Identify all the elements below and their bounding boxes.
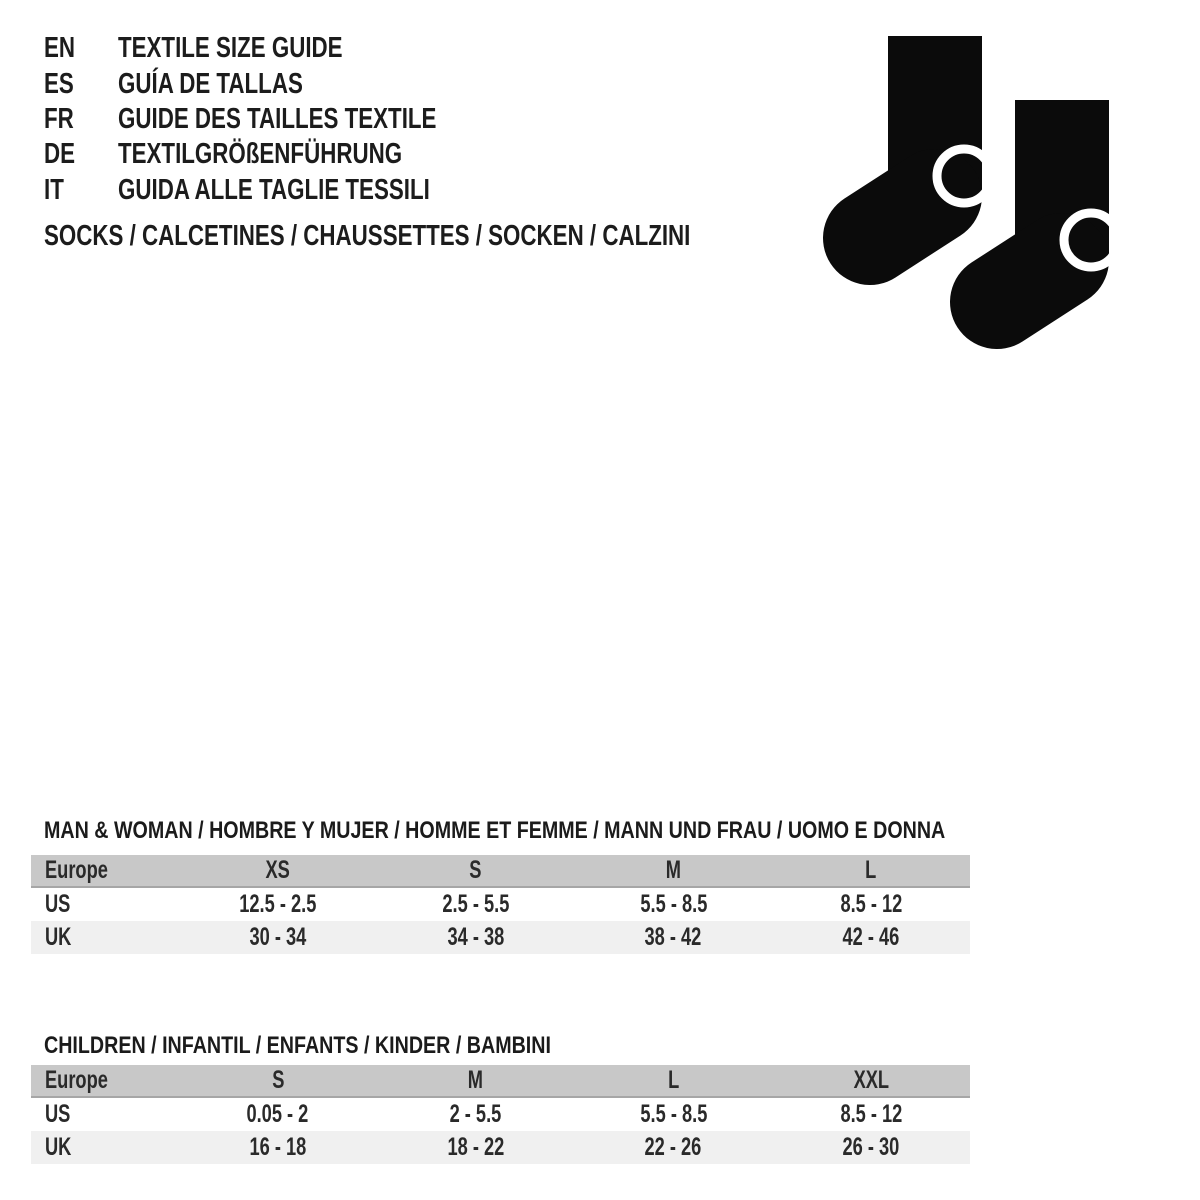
language-code [44,138,118,171]
children-table-title [44,1033,662,1059]
header-cell-size [575,855,773,886]
header-cell-size [772,855,970,886]
product-heading [44,221,883,251]
row-label-text: UK [45,923,72,951]
value-cell [772,1131,970,1164]
value-text: 12.5 - 2.5 [239,890,317,918]
guide-title [118,138,487,171]
value-text: 18 - 22 [447,1133,505,1161]
guide-title [118,103,532,136]
header-cell-text: Europe [45,856,108,884]
language-row-en [44,31,532,66]
language-title-list [44,31,532,208]
value-text: 42 - 46 [842,923,900,951]
header-cell-region [31,855,179,886]
value-text: 16 - 18 [249,1133,307,1161]
value-cell [377,1131,575,1164]
row-label-cell [31,888,179,921]
header-cell-text: L [865,856,877,884]
row-label-cell [31,1098,179,1131]
value-cell [575,888,773,921]
value-text: 5.5 - 8.5 [639,890,707,918]
header-cell-region [31,1065,179,1096]
value-text: 8.5 - 12 [840,890,903,918]
value-cell [575,1098,773,1131]
guide-title-text: TEXTILE SIZE GUIDE [118,32,343,65]
language-code-text: DE [44,138,76,171]
language-row-es [44,66,532,101]
value-text: 5.5 - 8.5 [639,1100,707,1128]
row-label-text: US [45,1100,71,1128]
sock-right [997,100,1118,302]
table-row-us [31,888,970,921]
value-cell [575,921,773,954]
header-cell-text: M [468,1066,484,1094]
header-cell-text: XXL [853,1066,889,1094]
children-table-title-text: CHILDREN / INFANTIL / ENFANTS / KINDER / BAMBINI [44,1032,551,1059]
value-cell [179,921,377,954]
value-cell [772,888,970,921]
header-cell-size [575,1065,773,1096]
value-cell [179,1131,377,1164]
value-text: 2.5 - 5.5 [442,890,510,918]
value-cell [179,888,377,921]
value-text: 38 - 42 [644,923,702,951]
value-cell [377,1098,575,1131]
language-code [44,174,118,207]
header-cell-size [179,855,377,886]
size-table-adults [31,855,970,954]
header-cell-size [377,1065,575,1096]
table-header-row [31,855,970,888]
value-text: 8.5 - 12 [840,1100,903,1128]
language-code-text: FR [44,102,74,135]
guide-title-text: GUÍA DE TALLAS [118,67,303,100]
row-label-text: UK [45,1133,72,1161]
sock-left [870,36,991,238]
value-cell [377,921,575,954]
table-row-uk [31,1131,970,1164]
language-code [44,68,118,101]
size-table-children [31,1065,970,1164]
header-cell-text: S [469,856,482,884]
row-label-cell [31,1131,179,1164]
guide-title [118,174,523,207]
adults-table-title-text: MAN & WOMAN / HOMBRE Y MUJER / HOMME ET FEMME / MANN UND FRAU / UOMO E DONNA [44,817,946,844]
header-cell-size [179,1065,377,1096]
language-row-de [44,137,532,172]
value-cell [772,921,970,954]
header-cell-size [772,1065,970,1096]
value-cell [772,1098,970,1131]
header-cell-text: M [665,856,681,884]
value-text: 26 - 30 [842,1133,900,1161]
table-header-row [31,1065,970,1098]
value-text: 30 - 34 [249,923,307,951]
language-code-text: IT [44,173,64,206]
guide-title-text: GUIDA ALLE TAGLIE TESSILI [118,173,430,206]
value-cell [575,1131,773,1164]
row-label-text: US [45,890,71,918]
header-cell-text: Europe [45,1066,108,1094]
value-text: 22 - 26 [644,1133,702,1161]
table-row-uk [31,921,970,954]
value-cell [179,1098,377,1131]
table-row-us [31,1098,970,1131]
value-cell [377,888,575,921]
header-cell-text: S [271,1066,284,1094]
language-row-fr [44,102,532,137]
socks-icon [812,30,1122,355]
language-row-it [44,173,532,208]
language-code [44,32,118,65]
language-code-text: EN [44,32,76,65]
adults-table-title [44,818,1143,844]
value-text: 34 - 38 [447,923,505,951]
guide-title [118,32,410,65]
header-cell-text: XS [265,856,291,884]
language-code [44,103,118,136]
guide-title-text: GUIDE DES TAILLES TEXTILE [118,102,437,135]
guide-title [118,68,358,101]
language-code-text: ES [44,67,74,100]
value-text: 0.05 - 2 [246,1100,309,1128]
row-label-cell [31,921,179,954]
header-cell-size [377,855,575,886]
guide-title-text: TEXTILGRÖßENFÜHRUNG [118,138,403,171]
product-heading-text: SOCKS / CALCETINES / CHAUSSETTES / SOCKEN / CALZINI [44,219,691,252]
value-text: 2 - 5.5 [449,1100,502,1128]
header-cell-text: L [667,1066,679,1094]
